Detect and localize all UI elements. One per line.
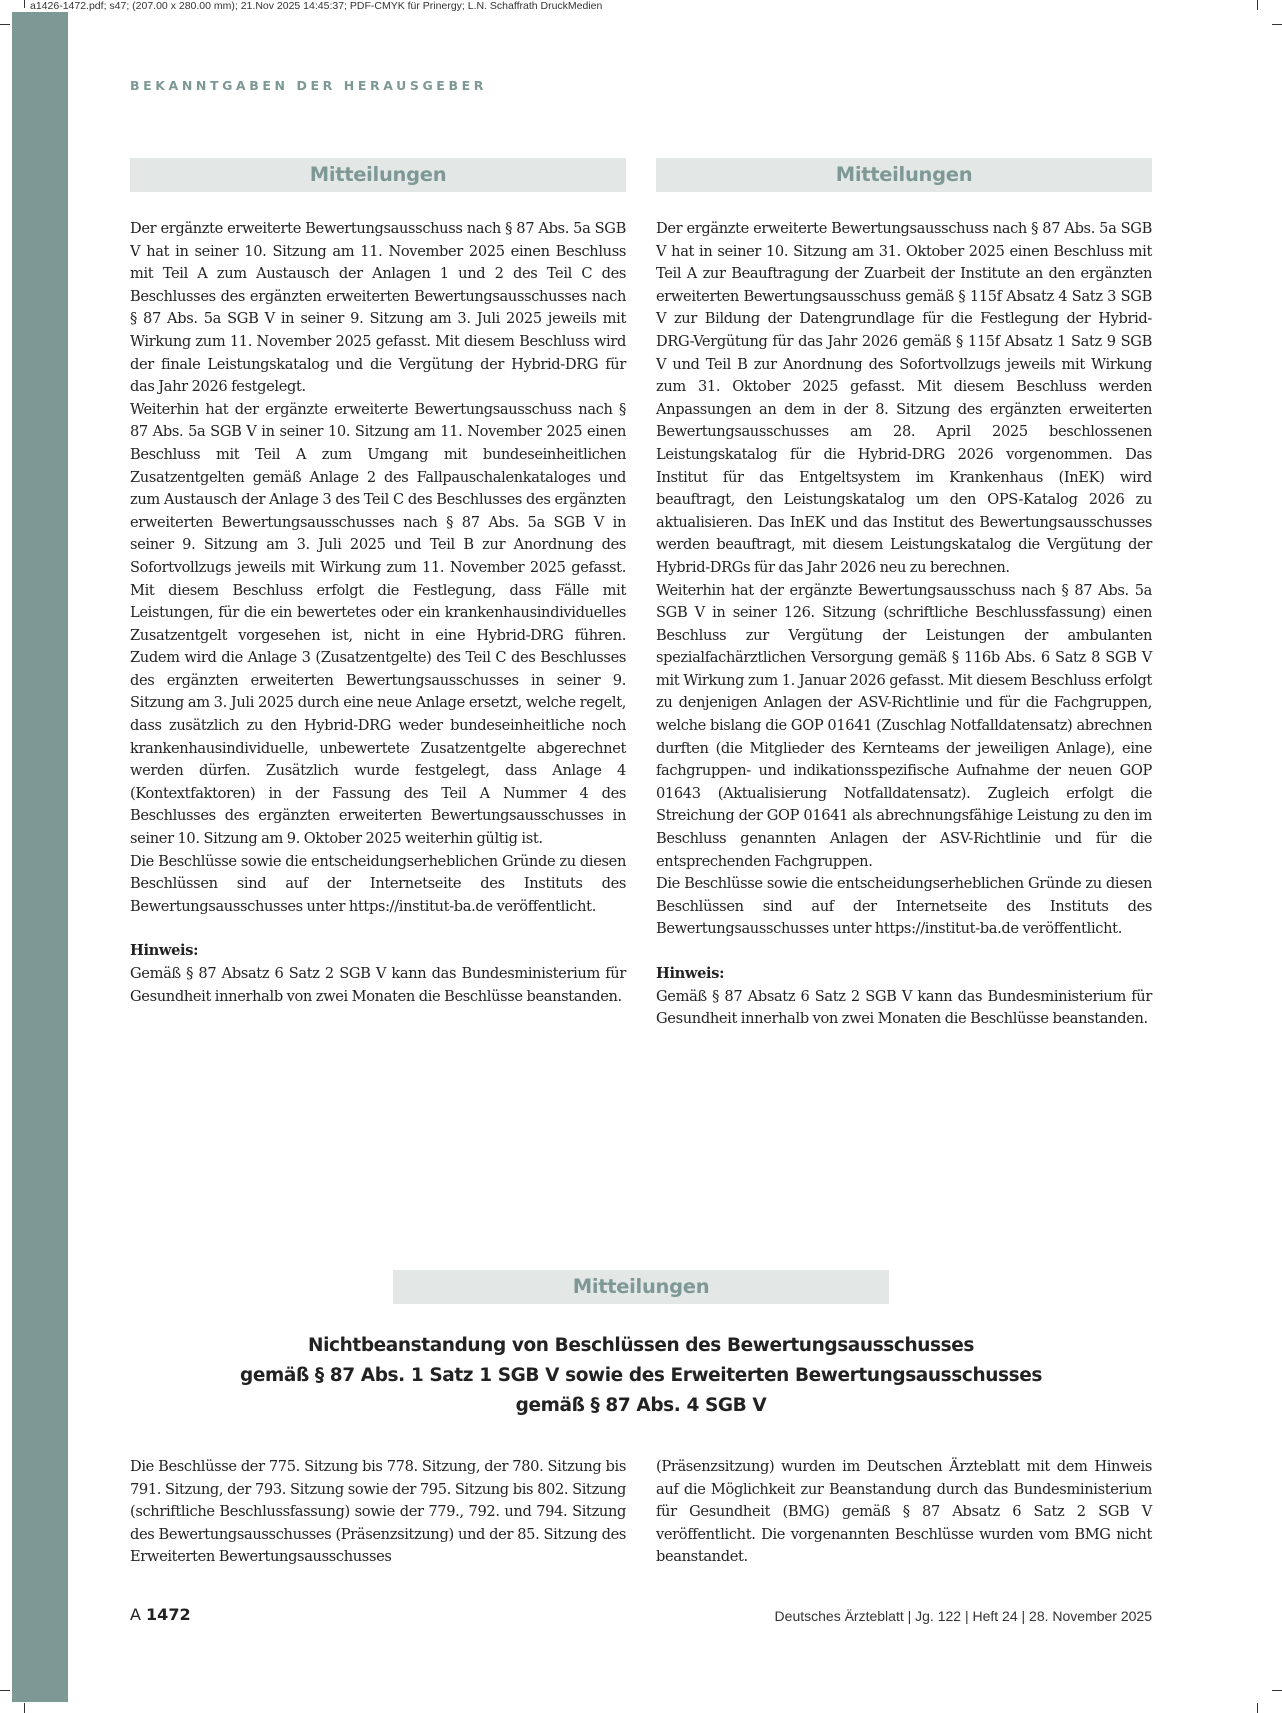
- bottom-title-line-3: gemäß § 87 Abs. 4 SGB V: [515, 1395, 767, 1416]
- left-hint: [130, 940, 626, 1008]
- left-column-body: [130, 218, 626, 1008]
- bottom-block-title: [200, 1331, 1082, 1421]
- crop-mark-top-left-vertical: [24, 0, 25, 8]
- left-paragraph-3: Die Beschlüsse sowie die entscheidungserheblichen Gründe zu diesen Beschlüssen sind auf der Internetseite des Instituts des Bewertungsausschusses unter https://institut-ba.de veröffentlicht.: [130, 852, 626, 915]
- right-hint-text: Gemäß § 87 Absatz 6 Satz 2 SGB V kann das Bundesministerium für Gesundheit innerhalb von zwei Monaten die Beschlüsse beanstanden.: [656, 987, 1152, 1028]
- bottom-title-line-2: gemäß § 87 Abs. 1 Satz 1 SGB V sowie des Erweiterten Bewertungsausschusses: [240, 1365, 1042, 1386]
- page-number: 1472: [146, 1605, 191, 1624]
- bottom-block-heading: Mitteilungen: [393, 1270, 889, 1304]
- page-prefix: A: [130, 1605, 141, 1624]
- right-column: [656, 158, 1152, 1031]
- crop-mark-bottom-left-vertical: [24, 1703, 25, 1713]
- section-label: BEKANNTGABEN DER HERAUSGEBER: [130, 78, 487, 93]
- print-info-line: a1426-1472.pdf; s47; (207.00 x 280.00 mm); 21.Nov 2025 14:45:37; PDF-CMYK für Prinergy; L.N. Schaffrath DruckMedien: [30, 0, 603, 12]
- footer-publication: Deutsches Ärzteblatt | Jg. 122 | Heft 24 | 28. November 2025: [774, 1608, 1152, 1624]
- right-hint-title: Hinweis:: [656, 965, 725, 982]
- bottom-left-text: Die Beschlüsse der 775. Sitzung bis 778. Sitzung, der 780. Sitzung bis 791. Sitzung, der 793. Sitzung sowie der 795. Sitzung bis 802. Sitzung (schriftliche Beschlussfassung) sowie der 779., 792. und 794. Sitzung des Bewertungsausschusses (Präsenzsitzung) und der 85. Sitzung des Erweiterten Bewertungsausschusses: [130, 1458, 626, 1566]
- footer-page-number: [130, 1605, 191, 1624]
- left-paragraph-1: Der ergänzte erweiterte Bewertungsausschuss nach § 87 Abs. 5a SGB V hat in seiner 10. Sitzung am 11. November 2025 einen Beschluss mit Teil A zum Austausch der Anlagen 1 und 2 des Teil C des Beschlusses des ergänzten erweiterten Bewertungsausschusses nach § 87 Abs. 5a SGB V in seiner 9. Sitzung am 3. Juli 2025 jeweils mit Wirkung zum 11. November 2025 gefasst. Mit diesem Beschluss wird der finale Leistungskatalog und die Vergütung der Hybrid-DRG für das Jahr 2026 festgelegt.: [130, 220, 626, 396]
- left-column-heading: Mitteilungen: [130, 158, 626, 192]
- left-hint-text: Gemäß § 87 Absatz 6 Satz 2 SGB V kann das Bundesministerium für Gesundheit innerhalb von zwei Monaten die Beschlüsse beanstanden.: [130, 965, 626, 1005]
- left-column: [130, 158, 626, 1008]
- crop-mark-top-right-vertical: [1257, 0, 1258, 10]
- crop-mark-bottom-right-vertical: [1257, 1703, 1258, 1713]
- right-paragraph-3: Die Beschlüsse sowie die entscheidungserheblichen Gründe zu diesen Beschlüssen sind auf der Internetseite des Instituts des Bewertungsausschusses unter https://institut-ba.de veröffentlicht.: [656, 875, 1152, 938]
- bottom-right-text: (Präsenzsitzung) wurden im Deutschen Ärzteblatt mit dem Hinweis auf die Möglichkeit zur Beanstandung durch das Bundesministerium für Gesundheit (BMG) gemäß § 87 Absatz 6 Satz 2 SGB V veröffentlicht. Die vorgenannten Beschlüsse wurden vom BMG nicht beanstandet.: [656, 1458, 1152, 1566]
- left-paragraph-2: Weiterhin hat der ergänzte erweiterte Bewertungsausschuss nach § 87 Abs. 5a SGB V in seiner 10. Sitzung am 11. November 2025 einen Beschluss mit Teil A zum Umgang mit bundeseinheitlichen Zusatzentgelten gemäß Anlage 2 des Fallpauschalenkataloges und zum Austausch der Anlage 3 des Teil C des Beschlusses des ergänzten erweiterten Bewertungsausschusses nach § 87 Abs. 5a SGB V in seiner 9. Sitzung am 3. Juli 2025 und Teil B zur Anordnung des Sofortvollzugs jeweils mit Wirkung zum 11. November 2025 gefasst. Mit diesem Beschluss erfolgt die Festlegung, dass Fälle mit Leistungen, für die ein bewertetes oder ein krankenhausindividuelles Zusatzentgelt vorgesehen ist, nicht in eine Hybrid-DRG führen. Zudem wird die Anlage 3 (Zusatzentgelte) des Teil C des Beschlusses des ergänzten erweiterten Bewertungsausschusses in seiner 9. Sitzung am 3. Juli 2025 durch eine neue Anlage ersetzt, welche regelt, dass zusätzlich zu den Hybrid-DRG weder bundeseinheitliche noch krankenhausindividuelle, unbewertete Zusatzentgelte abgerechnet werden dürfen. Zusätzlich wurde festgelegt, dass Anlage 4 (Kontextfaktoren) in der Fassung des Teil A Nummer 4 des Beschlusses des ergänzten erweiterten Bewertungsausschusses in seiner 10. Sitzung am 9. Oktober 2025 weiterhin gültig ist.: [130, 400, 626, 848]
- right-hint: [656, 963, 1152, 1031]
- bottom-title-line-1: Nichtbeanstandung von Beschlüssen des Bewertungsausschusses: [308, 1335, 974, 1356]
- right-column-heading: Mitteilungen: [656, 158, 1152, 192]
- crop-mark-top-left: [0, 24, 10, 25]
- right-paragraph-2: Weiterhin hat der ergänzte Bewertungsausschuss nach § 87 Abs. 5a SGB V in seiner 126. Sitzung (schriftliche Beschlussfassung) einen Beschluss zur Vergütung der Leistungen der ambulanten spezialfachärztlichen Versorgung gemäß § 116b Abs. 6 Satz 8 SGB V mit Wirkung zum 1. Januar 2026 gefasst. Mit diesem Beschluss erfolgt zu denjenigen Anlagen der ASV-Richtlinie und für die Fachgruppen, welche bislang die GOP 01641 (Zuschlag Notfalldatensatz) abrechnen durften (die Mitglieder des Kernteams der jeweiligen Anlage), eine fachgruppen- und indikationsspezifische Aufnahme der neuen GOP 01643 (Aktualisierung Notfalldatensatz). Zugleich erfolgt die Streichung der GOP 01641 als abrechnungsfähige Leistung zu den im Beschluss genannten Anlagen der ASV-Richtlinie und für die entsprechenden Fachgruppen.: [656, 581, 1152, 870]
- crop-mark-bottom-right: [1272, 1690, 1282, 1691]
- side-color-bar: [12, 12, 68, 1702]
- crop-mark-bottom-left: [0, 1690, 10, 1691]
- crop-mark-top-right: [1272, 24, 1282, 25]
- right-paragraph-1: Der ergänzte erweiterte Bewertungsausschuss nach § 87 Abs. 5a SGB V hat in seiner 10. Sitzung am 31. Oktober 2025 einen Beschluss mit Teil A zur Beauftragung der Zuarbeit der Institute an den ergänzten erweiterten Bewertungsausschuss gemäß § 115f Absatz 4 Satz 3 SGB V zur Bildung der Datengrundlage für die Festlegung der Hybrid-DRG-Vergütung für das Jahr 2026 gemäß § 115f Absatz 1 Satz 9 SGB V und Teil B zur Anordnung des Sofortvollzugs jeweils mit Wirkung zum 31. Oktober 2025 gefasst. Mit diesem Beschluss werden Anpassungen an dem in der 8. Sitzung des ergänzten erweiterten Bewertungsausschusses am 28. April 2025 beschlossenen Leistungskatalog für die Hybrid-DRG 2026 vorgenommen. Das Institut für das Entgeltsystem im Krankenhaus (InEK) wird beauftragt, den Leistungskatalog um den OPS-Katalog 2026 zu aktualisieren. Das InEK und das Institut des Bewertungsausschusses werden beauftragt, mit diesem Leistungskatalog die Vergütung der Hybrid-DRGs für das Jahr 2026 neu zu berechnen.: [656, 220, 1152, 576]
- left-hint-title: Hinweis:: [130, 942, 199, 960]
- right-column-body: [656, 218, 1152, 1031]
